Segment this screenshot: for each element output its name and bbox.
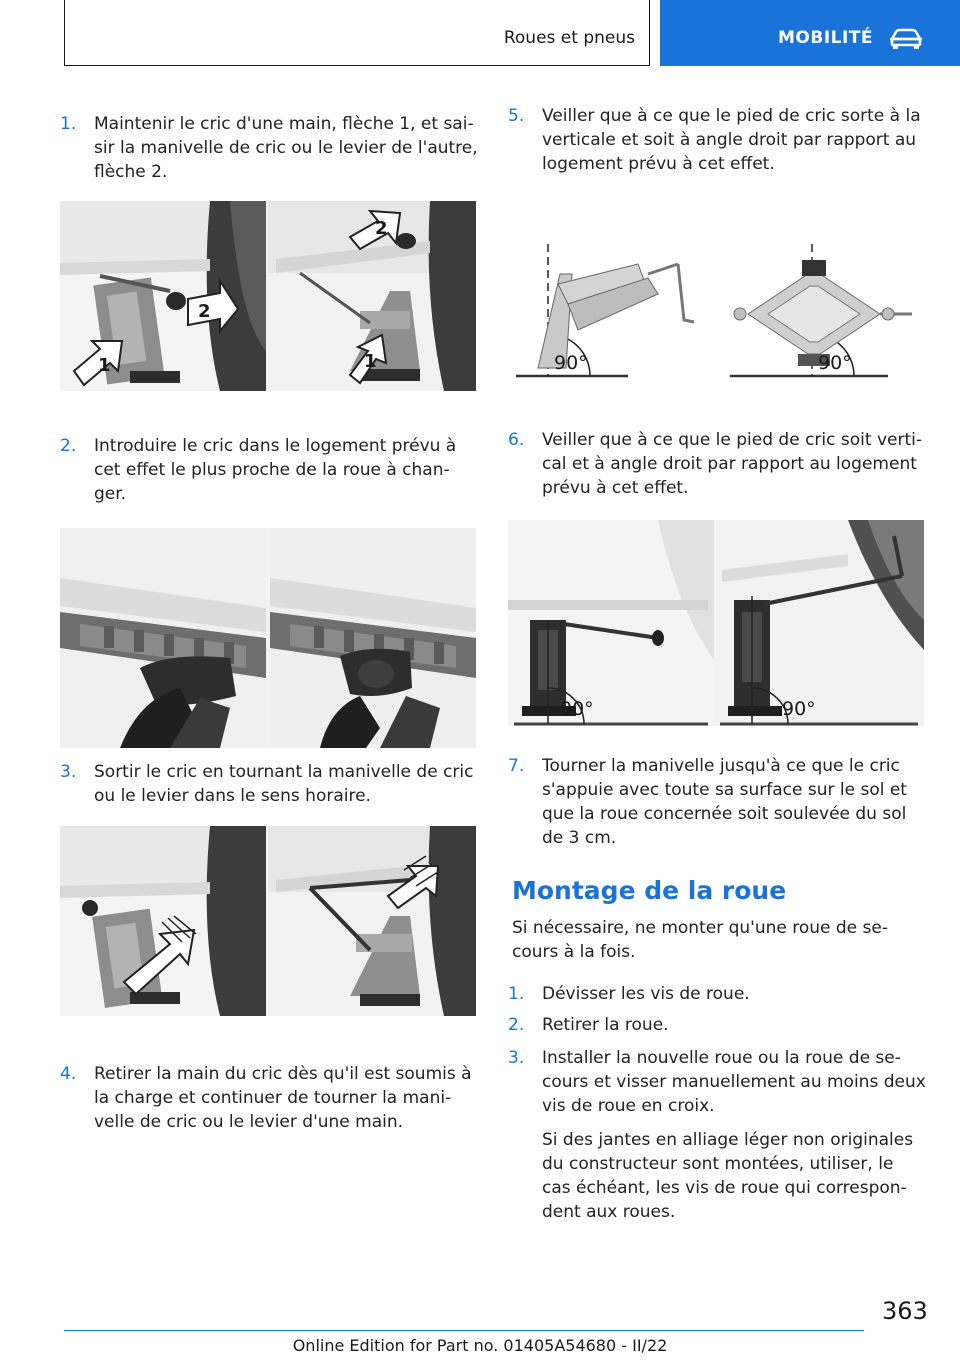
arrow-label-1-b: 1 (364, 351, 377, 372)
angle-label-a: 90° (554, 352, 588, 374)
intro-paragraph: Si nécessaire, ne monter qu'une roue de se-cours à la fois. (512, 918, 888, 962)
arrow-label-2-a: 2 (198, 301, 211, 322)
step-6 (508, 428, 926, 500)
step-number: 1. (60, 114, 77, 134)
step-number: 7. (508, 756, 525, 776)
step-text: Retirer la main du cric dès qu'il est soumis à la charge et continuer de tourner la mani-velle de cric ou le levier d'une main. (94, 1064, 472, 1132)
chapter-tab[interactable] (660, 0, 960, 66)
step-number: 5. (508, 106, 525, 126)
step-text: Dévisser les vis de roue. (542, 984, 750, 1004)
step-number: 1. (508, 984, 525, 1004)
figure-jack-insert (60, 528, 476, 748)
step-text: Installer la nouvelle roue ou la roue de se-cours et visser manuellement au moins deux vis de roue en croix. (542, 1048, 926, 1116)
step-number: 3. (60, 762, 77, 782)
figure-jack-hold (60, 201, 476, 391)
section-heading: Montage de la roue (512, 876, 787, 905)
montage-step-1 (508, 982, 926, 1006)
angle-label-c: 90° (560, 698, 594, 720)
car-icon (888, 27, 924, 51)
angle-label-d: 90° (782, 698, 816, 720)
step-number: 6. (508, 430, 525, 450)
chapter-title: MOBILITÉ (778, 28, 874, 48)
figure-jack-angle-diagram (508, 234, 924, 382)
step-2 (60, 434, 478, 506)
step-number: 2. (60, 436, 77, 456)
step-1 (60, 112, 478, 184)
montage-step-3 (508, 1046, 926, 1118)
step-4 (60, 1062, 478, 1134)
footer-divider (64, 1330, 864, 1331)
montage-step-2 (508, 1013, 926, 1037)
step-text: Maintenir le cric d'une main, flèche 1, et sai-sir la manivelle de cric ou le levier de l'autre, flèche 2. (94, 114, 478, 182)
page-number: 363 (882, 1297, 928, 1325)
step-text: Retirer la roue. (542, 1015, 669, 1035)
step-number: 3. (508, 1048, 525, 1068)
step-text: Tourner la manivelle jusqu'à ce que le cric s'appuie avec toute sa surface sur le sol et que la roue concernée soit soulevée du sol de 3 cm. (542, 756, 907, 848)
footer-edition: Online Edition for Part no. 01405A54680 - II/22 (292, 1336, 668, 1355)
step-text: Veiller que à ce que le pied de cric soit verti-cal et à angle droit par rapport au logement prévu à cet effet. (542, 430, 922, 498)
step-3 (60, 760, 478, 808)
figure-jack-crank (60, 826, 476, 1016)
step-5 (508, 104, 926, 176)
header-section-box (64, 0, 650, 66)
angle-label-b: 90° (818, 352, 852, 374)
section-title: Roues et pneus (503, 28, 635, 48)
step-text: Sortir le cric en tournant la manivelle de cric ou le levier dans le sens horaire. (94, 762, 474, 806)
step-text: Veiller que à ce que le pied de cric sorte à la verticale et soit à angle droit par rapport au logement prévu à cet effet. (542, 106, 921, 174)
step-text: Introduire le cric dans le logement prévu à cet effet le plus proche de la roue à chan-ger. (94, 436, 457, 504)
arrow-label-2-b: 2 (375, 218, 388, 239)
step-number: 4. (60, 1064, 77, 1084)
step-number: 2. (508, 1015, 525, 1035)
figure-jack-vertical (508, 520, 924, 726)
alloy-rim-note: Si des jantes en alliage léger non originales du constructeur sont montées, utiliser, le cas échéant, les vis de roue qui correspon-dent aux roues. (542, 1130, 914, 1222)
step-7 (508, 754, 926, 850)
arrow-label-1-a: 1 (98, 355, 111, 376)
